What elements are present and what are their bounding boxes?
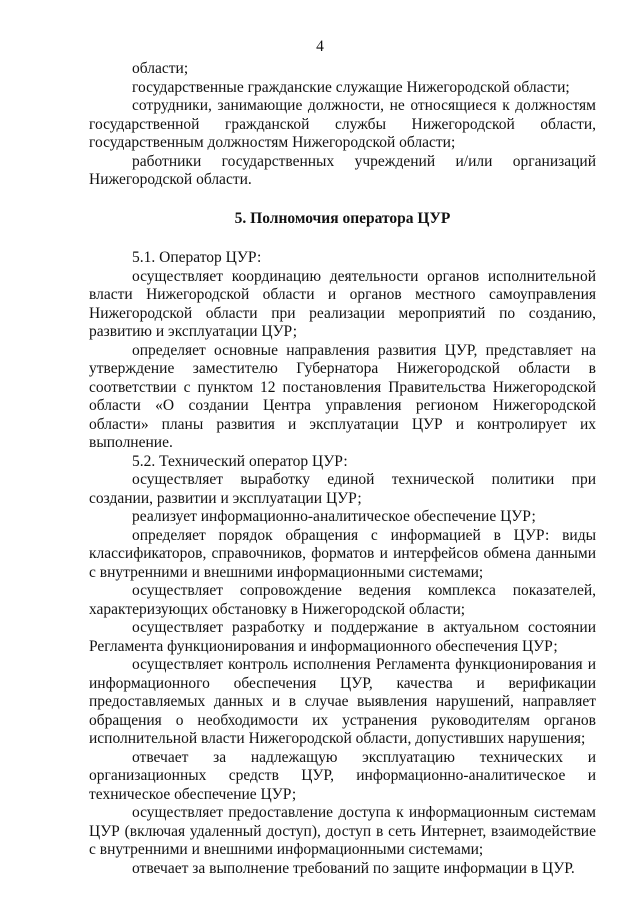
section-title: 5. Полномочия оператора ЦУР (234, 209, 451, 227)
intro-paragraph: работники государственных учреждений и/или организаций Нижегородской области. (89, 152, 596, 188)
page-number: 4 (316, 38, 324, 55)
document-body (89, 60, 596, 878)
clause-item: осуществляет предоставление доступа к информационным системам ЦУР (включая удаленный доступ), доступ в сеть Интернет, взаимодействие с внутренними и внешними информационными системами; (89, 804, 596, 858)
intro-paragraph: сотрудники, занимающие должности, не относящиеся к должностям государственной гражданской службы Нижегородской области, государственным должностям Нижегородской области; (89, 97, 596, 151)
clause-heading: 5.2. Технический оператор ЦУР: (132, 452, 348, 470)
clause-item: реализует информационно-аналитическое обеспечение ЦУР; (132, 508, 536, 525)
clause-item: осуществляет разработку и поддержание в актуальном состоянии Регламента функционирования и информационного обеспечения ЦУР; (89, 619, 596, 655)
clause-item: определяет основные направления развития ЦУР, представляет на утверждение заместителю Губернатора Нижегородской области в соответствии с пунктом 12 постановления Правительства Нижегородской области «О создании Центра управления регионом Нижегородской области» планы развития и эксплуатации ЦУР и контролирует их выполнение. (89, 341, 596, 451)
clause-item: осуществляет выработку единой технической политики при создании, развитии и эксплуатации ЦУР; (89, 471, 596, 507)
clause-item: осуществляет сопровождение ведения комплекса показателей, характеризующих обстановку в Нижегородской области; (89, 582, 596, 618)
intro-paragraph: государственные гражданские служащие Нижегородской области; (132, 78, 570, 96)
clause-item: осуществляет координацию деятельности органов исполнительной власти Нижегородской области и органов местного самоуправления Нижегородской области при реализации мероприятий по созданию, развитию и эксплуатации ЦУР; (89, 267, 596, 340)
clause-item: осуществляет контроль исполнения Регламента функционирования и информационного обеспечения ЦУР, качества и верификации предоставляемых данных и в случае выявления нарушений, направляет обращения о необходимости их устранения руководителям органов исполнительной власти Нижегородской области, допустивших нарушения; (89, 656, 596, 747)
clause-heading: 5.1. Оператор ЦУР: (132, 249, 262, 266)
clause-item: определяет порядок обращения с информацией в ЦУР: виды классификаторов, справочников, форматов и интерфейсов обмена данными с внутренними и внешними информационными системами; (89, 526, 596, 581)
intro-paragraph: области; (132, 60, 189, 77)
clause-item: отвечает за надлежащую эксплуатацию технических и организационных средств ЦУР, информационно-аналитическое и техническое обеспечение ЦУР; (89, 748, 596, 803)
clause-item: отвечает за выполнение требований по защите информации в ЦУР. (132, 859, 575, 877)
